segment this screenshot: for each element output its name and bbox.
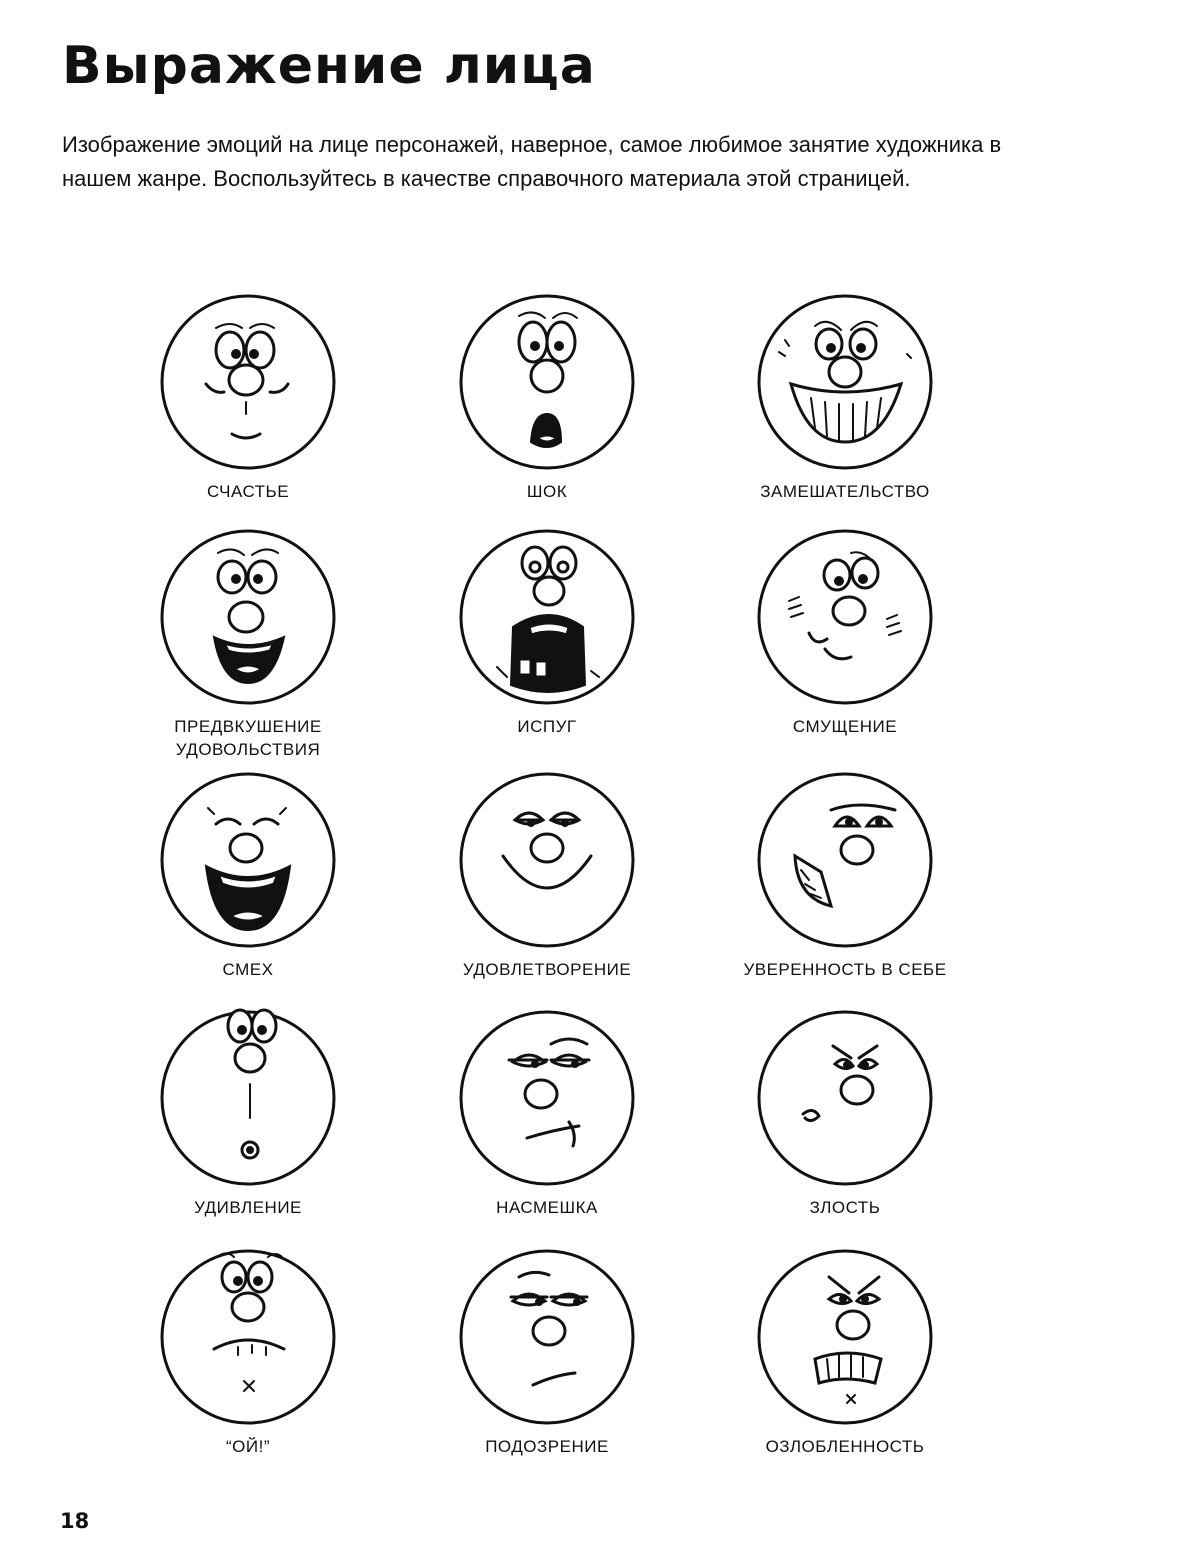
face-label: ЗАМЕШАТЕЛЬСТВО	[760, 482, 930, 501]
mockery-face-icon	[457, 1008, 637, 1188]
happiness-face-icon	[158, 292, 338, 472]
face-label: ЗЛОСТЬ	[809, 1198, 881, 1217]
anticipation-face-icon	[158, 527, 338, 707]
ouch-face-icon	[158, 1247, 338, 1427]
face-card-surprise	[118, 1008, 378, 1238]
face-label: ПОДОЗРЕНИЕ	[485, 1437, 609, 1456]
face-card-happiness	[118, 292, 378, 522]
face-card-fright	[417, 527, 677, 757]
surprise-face-icon	[158, 1008, 338, 1188]
fright-face-icon	[457, 527, 637, 707]
confusion-face-icon	[755, 292, 935, 472]
shock-face-icon	[457, 292, 637, 472]
face-label: НАСМЕШКА	[496, 1198, 598, 1217]
face-card-ouch	[118, 1247, 378, 1477]
face-card-mockery	[417, 1008, 677, 1238]
page-number: 18	[60, 1509, 90, 1533]
embarrassment-face-icon	[755, 527, 935, 707]
face-label: “ОЙ!”	[226, 1437, 270, 1456]
face-card-suspicion	[417, 1247, 677, 1477]
face-card-confidence	[715, 770, 975, 1000]
face-label: УВЕРЕННОСТЬ В СЕБЕ	[743, 960, 947, 979]
face-label: УДИВЛЕНИЕ	[194, 1198, 302, 1217]
face-card-bitterness	[715, 1247, 975, 1477]
page-title: Выражение лица	[62, 36, 596, 96]
suspicion-face-icon	[457, 1247, 637, 1427]
face-card-anger	[715, 1008, 975, 1238]
face-label: СМУЩЕНИЕ	[792, 717, 898, 736]
face-label: СМЕХ	[222, 960, 274, 979]
face-label: ИСПУГ	[517, 717, 577, 736]
bitterness-face-icon	[755, 1247, 935, 1427]
face-card-laughter	[118, 770, 378, 1000]
face-card-satisfaction	[417, 770, 677, 1000]
face-card-embarrassment	[715, 527, 975, 757]
face-card-confusion	[715, 292, 975, 522]
satisfaction-face-icon	[457, 770, 637, 950]
face-label: СЧАСТЬЕ	[206, 482, 290, 501]
face-label: УДОВЛЕТВОРЕНИЕ	[462, 960, 632, 979]
anger-face-icon	[755, 1008, 935, 1188]
intro-paragraph: Изображение эмоций на лице персонажей, наверное, самое любимое занятие художника в нашем жанре. Воспользуйтесь в качестве справочного материала этой страницей.	[62, 132, 1002, 191]
face-card-shock	[417, 292, 677, 522]
face-label: ШОК	[526, 482, 568, 501]
laughter-face-icon	[158, 770, 338, 950]
face-label: ПРЕДВКУШЕНИЕ УДОВОЛЬСТВИЯ	[174, 717, 322, 759]
face-label: ОЗЛОБЛЕННОСТЬ	[765, 1437, 925, 1456]
face-card-anticipation	[118, 527, 378, 757]
confidence-face-icon	[755, 770, 935, 950]
